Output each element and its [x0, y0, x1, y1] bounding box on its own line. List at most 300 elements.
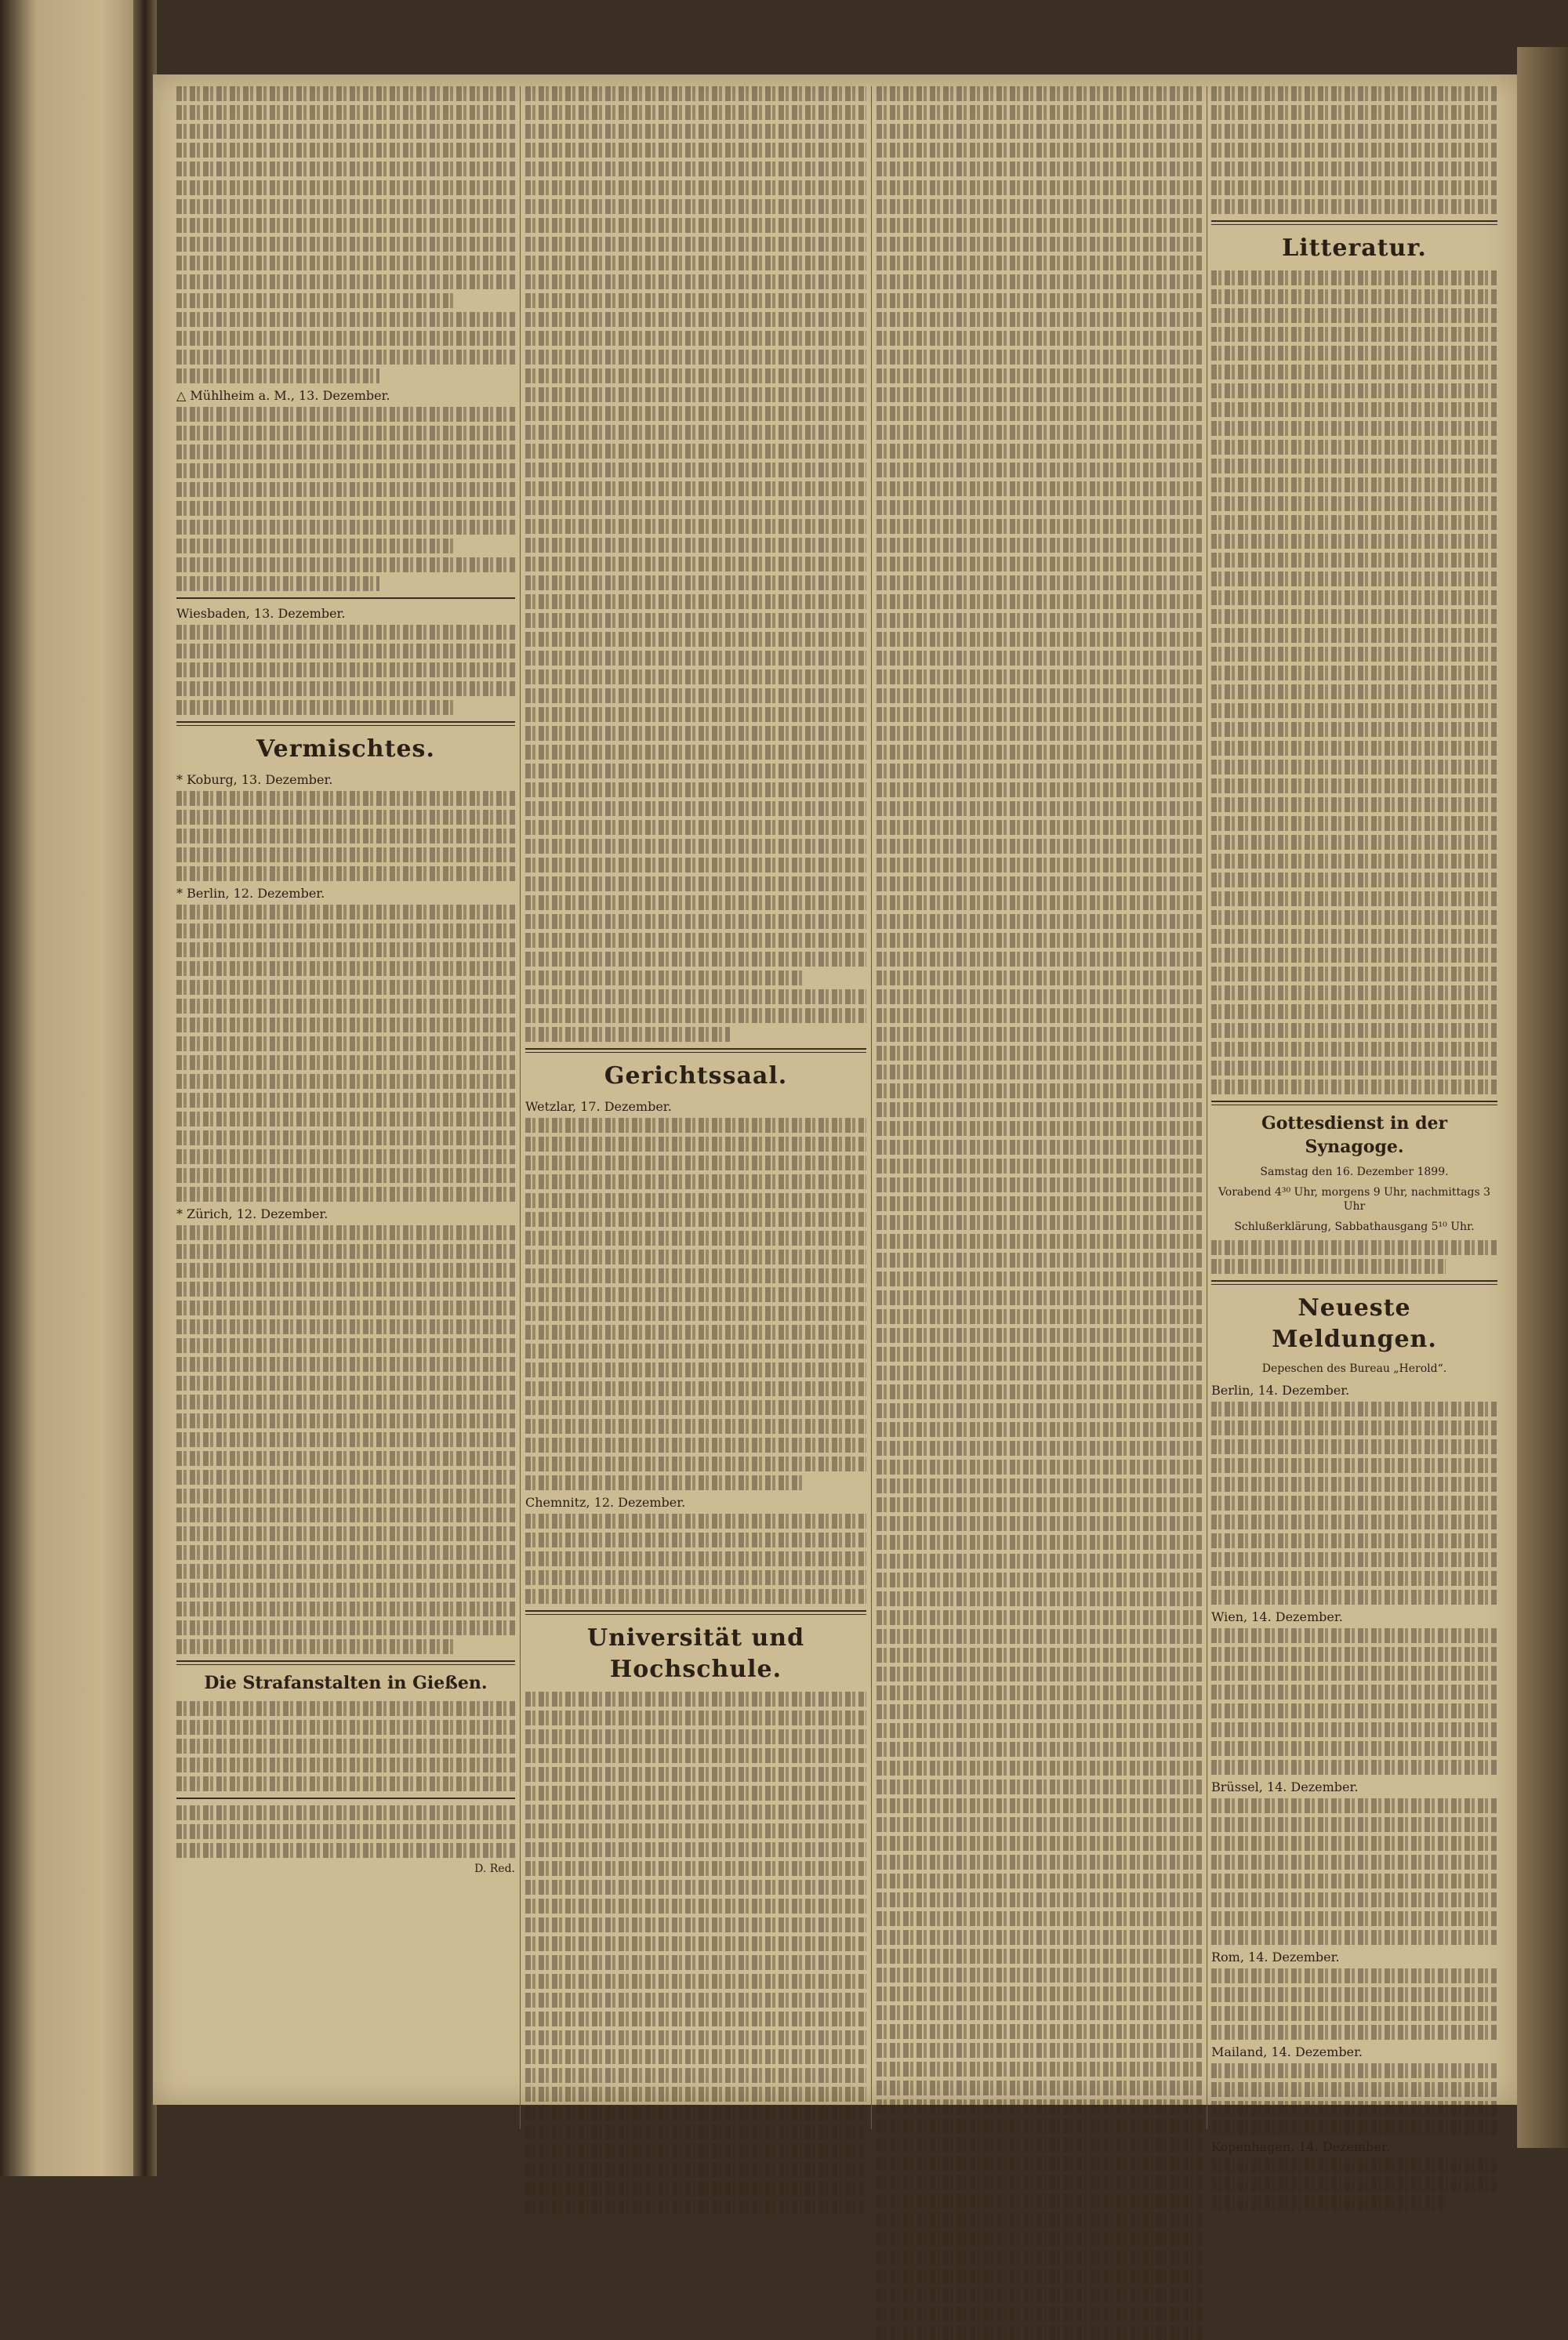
illegible-text-line [877, 914, 1202, 929]
illegible-text-line [525, 1767, 866, 1782]
illegible-text-line [176, 237, 515, 252]
illegible-text-line [525, 2068, 866, 2083]
dateline: △ Mühlheim a. M., 13. Dezember. [176, 388, 390, 403]
illegible-text-line [877, 538, 1202, 553]
illegible-text-line [176, 1319, 515, 1334]
illegible-text-line [176, 847, 515, 862]
illegible-text-line [1211, 161, 1497, 176]
illegible-text-line [877, 1648, 1202, 1663]
illegible-text-line [525, 1400, 866, 1415]
illegible-text-line [877, 745, 1202, 760]
illegible-text-line [1211, 124, 1497, 139]
illegible-text-line [1211, 703, 1497, 718]
illegible-text-line [525, 1823, 866, 1838]
heading-universitaet: Universität und Hochschule. [586, 1624, 805, 1683]
illegible-text-line [176, 1507, 515, 1522]
column-rule [520, 86, 521, 2129]
illegible-text-line [176, 1776, 515, 1791]
illegible-text-line [1211, 647, 1497, 662]
illegible-text-line [877, 1742, 1202, 1757]
illegible-text-line [1211, 553, 1497, 568]
illegible-text-line [525, 613, 866, 628]
illegible-text-line [1211, 143, 1497, 158]
illegible-text-line [877, 1892, 1202, 1907]
synagoge-line: Vorabend 4³⁰ Uhr, morgens 9 Uhr, nachmittags 3 Uhr [1218, 1186, 1491, 1213]
illegible-text-line [525, 2143, 866, 2158]
section-rule [1211, 220, 1497, 225]
illegible-text-line [176, 444, 515, 459]
illegible-text-line [1211, 778, 1497, 793]
illegible-text-line [1211, 854, 1497, 869]
illegible-text-line [176, 1282, 515, 1297]
illegible-text-line [877, 256, 1202, 270]
illegible-text-line [1211, 1477, 1497, 1492]
illegible-text-line [525, 350, 866, 365]
illegible-text-line [1211, 835, 1497, 850]
illegible-text-line [525, 2181, 866, 2196]
illegible-text-line [877, 1704, 1202, 1719]
illegible-text-line [877, 1328, 1202, 1343]
illegible-text-line [877, 1234, 1202, 1249]
illegible-text-line [877, 989, 1202, 1004]
illegible-text-line [877, 876, 1202, 891]
illegible-text-line [877, 2306, 1202, 2321]
illegible-text-line [1211, 289, 1497, 304]
illegible-text-line [1211, 1666, 1497, 1681]
illegible-text-line [525, 1475, 805, 1490]
illegible-text-line [525, 2087, 866, 2102]
illegible-text-line [176, 1620, 515, 1635]
illegible-text-line [1211, 365, 1497, 379]
illegible-text-line [176, 86, 515, 101]
page-edge-right [1517, 47, 1568, 2148]
illegible-text-line [525, 1362, 866, 1377]
illegible-text-line [525, 1551, 866, 1566]
illegible-text-line [525, 1842, 866, 1857]
illegible-text-line [525, 1231, 866, 1246]
illegible-text-line [877, 594, 1202, 609]
illegible-text-line [525, 274, 866, 289]
illegible-text-line [525, 1287, 866, 1302]
illegible-text-line [525, 86, 866, 101]
illegible-text-line [525, 1193, 866, 1208]
illegible-text-line [877, 1554, 1202, 1569]
illegible-text-line [525, 557, 866, 571]
illegible-text-line [877, 688, 1202, 703]
illegible-text-line [1211, 571, 1497, 586]
illegible-text-line [877, 2137, 1202, 2152]
illegible-text-line [1211, 2025, 1497, 2040]
illegible-text-line [877, 481, 1202, 496]
illegible-text-line [877, 1140, 1202, 1155]
illegible-text-line [176, 1564, 515, 1579]
illegible-text-line [1211, 402, 1497, 417]
illegible-text-line [176, 1720, 515, 1735]
illegible-text-line [877, 1008, 1202, 1023]
section-rule [176, 1660, 515, 1665]
illegible-text-line [877, 143, 1202, 158]
illegible-text-line [176, 700, 454, 715]
illegible-text-line [525, 161, 866, 176]
illegible-text-line [525, 2162, 866, 2177]
illegible-text-line [525, 669, 866, 684]
illegible-text-line [1211, 1042, 1497, 1057]
illegible-text-line [525, 970, 805, 985]
illegible-text-line [525, 782, 866, 797]
illegible-text-line [1211, 1458, 1497, 1473]
illegible-text-line [176, 681, 515, 696]
illegible-text-line [1211, 1628, 1497, 1643]
illegible-text-line [877, 933, 1202, 948]
illegible-text-line [877, 161, 1202, 176]
illegible-text-line [1211, 1004, 1497, 1019]
illegible-text-line [1211, 440, 1497, 455]
illegible-text-line [877, 2269, 1202, 2284]
illegible-text-line [525, 105, 866, 120]
illegible-text-line [877, 1159, 1202, 1174]
illegible-text-line [877, 1855, 1202, 1870]
illegible-text-line [176, 1639, 454, 1654]
illegible-text-line [877, 1911, 1202, 1926]
illegible-text-line [877, 2325, 1202, 2340]
illegible-text-line [176, 1074, 515, 1089]
illegible-text-line [877, 1591, 1202, 1606]
illegible-text-line [877, 444, 1202, 459]
illegible-text-line [1211, 590, 1497, 605]
illegible-text-line [176, 999, 515, 1014]
illegible-text-line [176, 923, 515, 938]
illegible-text-line [525, 876, 866, 891]
section-rule [176, 597, 515, 599]
illegible-text-line [176, 829, 515, 843]
illegible-text-line [1211, 1760, 1497, 1775]
illegible-text-line [525, 1008, 866, 1023]
illegible-text-line [176, 961, 515, 976]
illegible-text-line [1211, 1515, 1497, 1529]
illegible-text-line [877, 1629, 1202, 1644]
illegible-text-line [525, 124, 866, 139]
illegible-text-line [525, 1212, 866, 1227]
illegible-text-line [1211, 2101, 1497, 2116]
illegible-text-line [877, 463, 1202, 477]
dateline: Brüssel, 14. Dezember. [1211, 1779, 1359, 1794]
dateline: Rom, 14. Dezember. [1211, 1950, 1340, 1965]
illegible-text-line [525, 820, 866, 835]
illegible-text-line [877, 575, 1202, 590]
illegible-text-line [176, 143, 515, 158]
illegible-text-line [176, 180, 515, 195]
illegible-text-line [1211, 1685, 1497, 1700]
illegible-text-line [525, 2012, 866, 2026]
illegible-text-line [525, 293, 866, 308]
illegible-text-line [525, 2106, 866, 2121]
illegible-text-line [877, 1610, 1202, 1625]
illegible-text-line [176, 312, 515, 327]
illegible-text-line [176, 1739, 515, 1754]
illegible-text-line [176, 1244, 515, 1259]
illegible-text-line [525, 180, 866, 195]
illegible-text-line [877, 1215, 1202, 1230]
illegible-text-line [877, 1761, 1202, 1776]
illegible-text-line [1211, 327, 1497, 342]
illegible-text-line [877, 2175, 1202, 2189]
illegible-text-line [1211, 2082, 1497, 2097]
footnote-signature: D. Red. [474, 1863, 515, 1875]
illegible-text-line [176, 1093, 515, 1108]
illegible-text-line [877, 368, 1202, 383]
illegible-text-line [877, 425, 1202, 440]
illegible-text-line [525, 1155, 866, 1170]
illegible-text-line [1211, 1930, 1497, 1945]
illegible-text-line [176, 1338, 515, 1353]
illegible-text-line [1211, 199, 1497, 214]
illegible-text-line [877, 651, 1202, 666]
illegible-text-line [1211, 515, 1497, 530]
illegible-text-line [176, 482, 515, 497]
heading-meldungen: Neueste Meldungen. [1272, 1294, 1437, 1353]
illegible-text-line [1211, 2006, 1497, 2021]
illegible-text-line [176, 644, 515, 658]
illegible-text-line [877, 1685, 1202, 1700]
illegible-text-line [1211, 105, 1497, 120]
illegible-text-line [1211, 1798, 1497, 1813]
illegible-text-line [1211, 534, 1497, 549]
illegible-text-line [877, 1027, 1202, 1042]
illegible-text-line [1211, 722, 1497, 737]
illegible-text-line [176, 1395, 515, 1409]
illegible-text-line [176, 1168, 515, 1183]
illegible-text-line [877, 2099, 1202, 2114]
illegible-text-line [877, 293, 1202, 308]
illegible-text-line [1211, 1892, 1497, 1907]
dateline: Mailand, 14. Dezember. [1211, 2044, 1363, 2059]
illegible-text-line [176, 331, 515, 346]
illegible-text-line [525, 2049, 866, 2064]
illegible-text-line [176, 905, 515, 920]
illegible-text-line [176, 256, 515, 270]
section-rule [1211, 1101, 1497, 1105]
heading-strafanstalten: Die Strafanstalten in Gießen. [204, 1673, 488, 1693]
illegible-text-line [1211, 628, 1497, 643]
illegible-text-line [1211, 1987, 1497, 2002]
illegible-text-line [525, 801, 866, 816]
illegible-text-line [525, 425, 866, 440]
illegible-text-line [877, 2193, 1202, 2208]
illegible-text-line [1211, 1741, 1497, 1756]
illegible-text-line [1211, 1968, 1497, 1983]
illegible-text-line [525, 368, 866, 383]
illegible-text-line [525, 444, 866, 459]
heading-vermischtes: Vermischtes. [256, 735, 435, 763]
column-4 [1211, 86, 1497, 2154]
illegible-text-line [877, 557, 1202, 571]
heading-gerichtssaal: Gerichtssaal. [604, 1062, 788, 1090]
illegible-text-line [877, 1102, 1202, 1117]
illegible-text-line [525, 933, 866, 948]
illegible-text-line [1211, 929, 1497, 944]
illegible-text-line [1211, 1533, 1497, 1548]
dateline: * Koburg, 13. Dezember. [176, 772, 333, 787]
illegible-text-line [877, 274, 1202, 289]
illegible-text-line [176, 1602, 515, 1616]
illegible-text-line [1211, 1439, 1497, 1454]
illegible-text-line [525, 651, 866, 666]
illegible-text-line [176, 1583, 515, 1598]
illegible-text-line [877, 707, 1202, 722]
illegible-text-line [525, 1250, 866, 1264]
illegible-text-line [877, 86, 1202, 101]
illegible-text-line [176, 1701, 515, 1716]
illegible-text-line [176, 501, 515, 516]
illegible-text-line [525, 575, 866, 590]
illegible-text-line [1211, 1817, 1497, 1832]
illegible-text-line [1211, 459, 1497, 473]
illegible-text-line [525, 1306, 866, 1321]
illegible-text-line [1211, 270, 1497, 285]
illegible-text-line [877, 1930, 1202, 1945]
illegible-text-line [176, 625, 515, 640]
illegible-text-line [1211, 910, 1497, 925]
illegible-text-line [176, 407, 515, 422]
illegible-text-line [176, 1130, 515, 1145]
illegible-text-line [176, 1301, 515, 1315]
illegible-text-line [877, 1460, 1202, 1475]
illegible-text-line [176, 1805, 515, 1820]
illegible-text-line [525, 1174, 866, 1189]
illegible-text-line [525, 1899, 866, 1914]
illegible-text-line [176, 124, 515, 139]
illegible-text-line [877, 782, 1202, 797]
illegible-text-line [1211, 1402, 1497, 1417]
illegible-text-line [877, 801, 1202, 816]
illegible-text-line [176, 1824, 515, 1839]
illegible-text-line [176, 1018, 515, 1032]
illegible-text-line [877, 952, 1202, 967]
illegible-text-line [1211, 383, 1497, 398]
dateline: Kopenhagen, 14. Dezember. [1211, 2139, 1390, 2154]
illegible-text-line [525, 688, 866, 703]
illegible-text-line [877, 1065, 1202, 1079]
illegible-text-line [525, 463, 866, 477]
illegible-text-line [176, 1843, 515, 1858]
illegible-text-line [525, 2124, 866, 2139]
illegible-text-line [1211, 1496, 1497, 1511]
illegible-text-line [1211, 891, 1497, 906]
illegible-text-line [877, 895, 1202, 910]
illegible-text-line [877, 1121, 1202, 1136]
column-2 [525, 86, 866, 2129]
illegible-text-line [525, 406, 866, 421]
illegible-text-line [525, 1748, 866, 1763]
illegible-text-line [525, 1786, 866, 1801]
column-3 [877, 86, 1202, 2129]
illegible-text-line [877, 331, 1202, 346]
illegible-text-line [1211, 86, 1497, 101]
illegible-text-line [1211, 1061, 1497, 1076]
illegible-text-line [1211, 1836, 1497, 1851]
illegible-text-line [877, 105, 1202, 120]
illegible-text-line [176, 576, 379, 591]
illegible-text-line [877, 1968, 1202, 1983]
illegible-text-line [525, 1514, 866, 1529]
illegible-text-line [877, 1723, 1202, 1738]
illegible-text-line [1211, 797, 1497, 812]
illegible-text-line [525, 858, 866, 873]
illegible-text-line [877, 519, 1202, 534]
illegible-text-line [877, 1836, 1202, 1851]
illegible-text-line [176, 161, 515, 176]
illegible-text-line [877, 2081, 1202, 2095]
illegible-text-line [176, 463, 515, 478]
illegible-text-line [877, 1779, 1202, 1794]
illegible-text-line [877, 2250, 1202, 2265]
illegible-text-line [877, 1366, 1202, 1380]
illegible-text-line [877, 632, 1202, 647]
illegible-text-line [525, 2200, 866, 2215]
illegible-text-line [176, 1526, 515, 1541]
illegible-text-line [176, 662, 515, 677]
illegible-text-line [525, 256, 866, 270]
illegible-text-line [877, 2062, 1202, 2077]
section-rule [525, 1048, 866, 1053]
illegible-text-line [877, 1949, 1202, 1964]
illegible-text-line [176, 1489, 515, 1504]
illegible-text-line [176, 1187, 515, 1202]
illegible-text-line [877, 1817, 1202, 1832]
illegible-text-line [525, 745, 866, 760]
dateline: Wien, 14. Dezember. [1211, 1609, 1343, 1624]
illegible-text-line [1211, 1874, 1497, 1888]
illegible-text-line [525, 1880, 866, 1895]
illegible-text-line [525, 764, 866, 778]
illegible-text-line [525, 331, 866, 346]
illegible-text-line [525, 839, 866, 854]
illegible-text-line [176, 1758, 515, 1772]
heading-litteratur: Litteratur. [1282, 234, 1427, 262]
illegible-text-line [176, 1357, 515, 1372]
illegible-text-line [877, 1290, 1202, 1305]
illegible-text-line [525, 914, 866, 929]
illegible-text-line [877, 1272, 1202, 1286]
dateline: Chemnitz, 12. Dezember. [525, 1495, 686, 1510]
illegible-text-line [877, 820, 1202, 835]
heading-synagoge: Gottesdienst in der Synagoge. [1261, 1113, 1448, 1157]
synagoge-line: Samstag den 16. Dezember 1899. [1260, 1166, 1449, 1178]
illegible-text-line [1211, 1023, 1497, 1038]
illegible-text-line [877, 1177, 1202, 1192]
illegible-text-line [525, 218, 866, 233]
illegible-text-line [176, 980, 515, 995]
illegible-text-line [1211, 816, 1497, 831]
illegible-text-line [525, 707, 866, 722]
illegible-text-line [877, 1478, 1202, 1493]
illegible-text-line [525, 1027, 730, 1042]
illegible-text-line [877, 2156, 1202, 2171]
illegible-text-line [877, 1347, 1202, 1362]
illegible-text-line [1211, 967, 1497, 981]
illegible-text-line [176, 1545, 515, 1560]
dateline: * Berlin, 12. Dezember. [176, 886, 325, 901]
illegible-text-line [176, 105, 515, 120]
illegible-text-line [176, 218, 515, 233]
illegible-text-line [525, 1692, 866, 1707]
footnote-rule [176, 1798, 515, 1799]
illegible-text-line [877, 1083, 1202, 1098]
illegible-text-line [525, 1137, 866, 1152]
section-rule [525, 1610, 866, 1615]
illegible-text-line [877, 1798, 1202, 1813]
illegible-text-line [877, 669, 1202, 684]
